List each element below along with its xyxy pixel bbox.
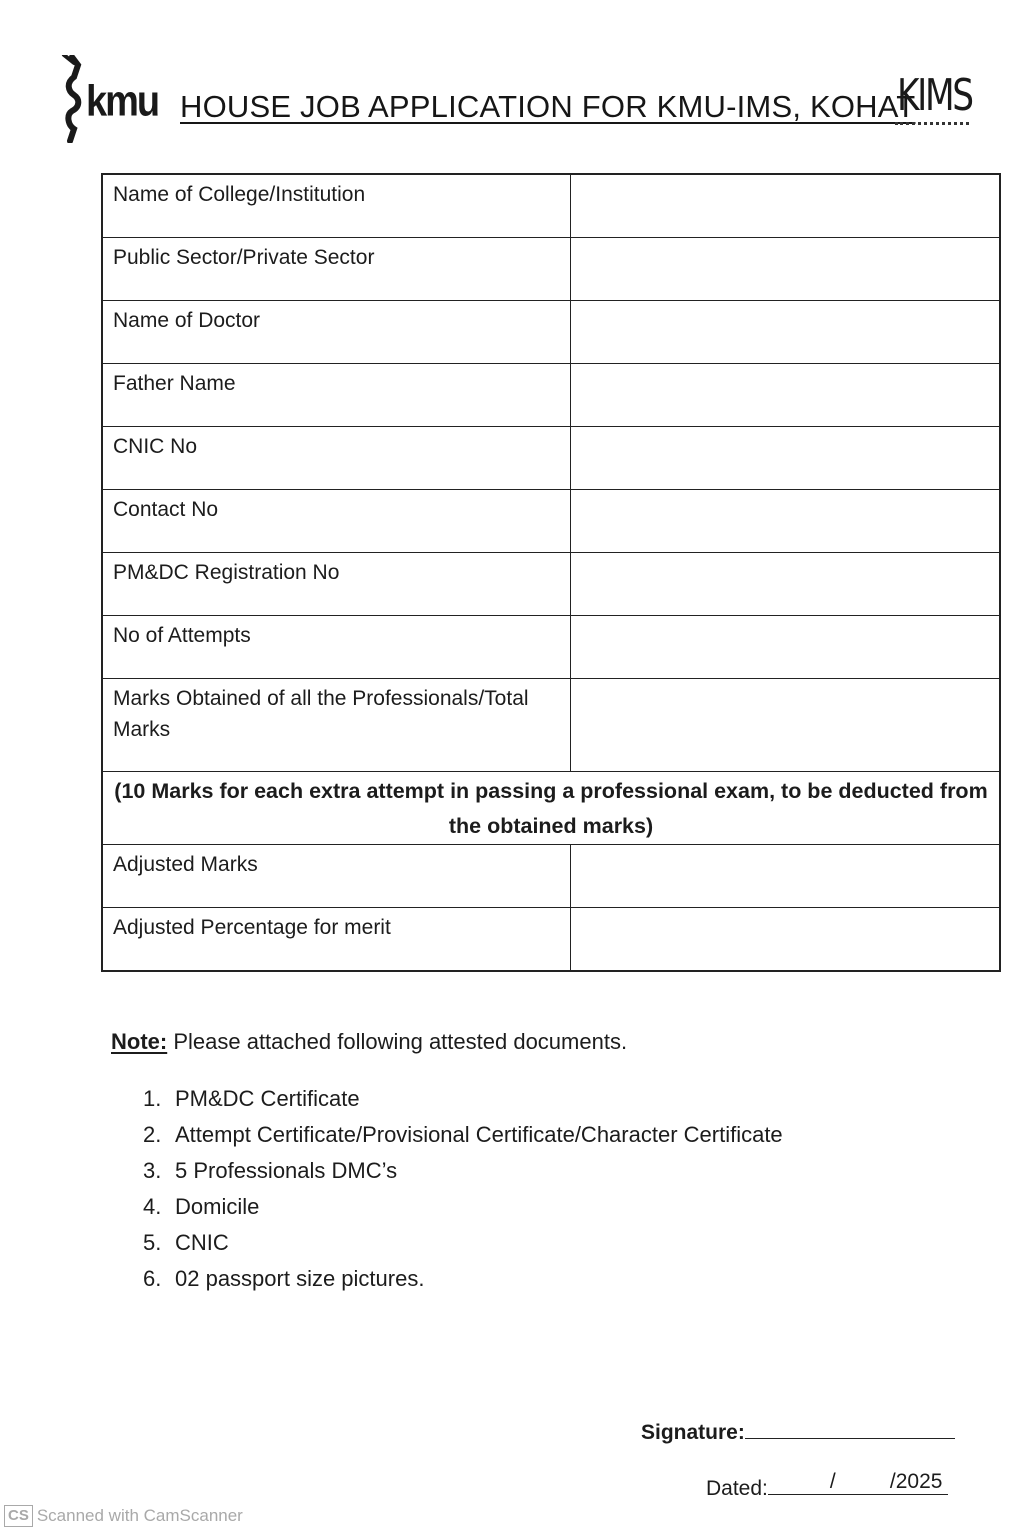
list-text: 02 passport size pictures. xyxy=(175,1266,425,1291)
date-separator: / xyxy=(829,1470,836,1493)
kmu-wordmark: kmu xyxy=(86,77,159,127)
list-item xyxy=(143,1189,783,1225)
form-row xyxy=(102,908,1000,972)
kmu-logo xyxy=(60,55,159,143)
list-text: PM&DC Certificate xyxy=(175,1086,360,1111)
field-label: No of Attempts xyxy=(102,616,570,679)
field-label: Name of College/Institution xyxy=(102,174,570,238)
form-row xyxy=(102,490,1000,553)
field-label: Contact No xyxy=(102,490,570,553)
form-row xyxy=(102,174,1000,238)
date-year: /2025 xyxy=(889,1470,943,1493)
attempts-input-cell[interactable] xyxy=(570,616,1000,679)
list-item xyxy=(143,1261,783,1297)
adjusted-marks-input-cell[interactable] xyxy=(570,845,1000,908)
contact-input-cell[interactable] xyxy=(570,490,1000,553)
adjusted-percentage-input-cell[interactable] xyxy=(570,908,1000,972)
list-item xyxy=(143,1081,783,1117)
camscanner-icon: CS xyxy=(4,1505,33,1527)
application-form-table xyxy=(101,173,1001,972)
note-text: Please attached following attested documents. xyxy=(167,1029,628,1054)
list-number: 5. xyxy=(143,1230,162,1255)
deduction-note-row xyxy=(102,772,1000,845)
field-label: Public Sector/Private Sector xyxy=(102,238,570,301)
date-field xyxy=(706,1472,948,1501)
list-item xyxy=(143,1225,783,1261)
note-label: Note: xyxy=(111,1029,168,1054)
field-label: Marks Obtained of all the Professionals/Total Marks xyxy=(102,679,570,772)
dated-label: Dated: xyxy=(706,1477,768,1500)
form-row xyxy=(102,238,1000,301)
doctor-name-input-cell[interactable] xyxy=(570,301,1000,364)
required-documents-list xyxy=(143,1081,783,1297)
signature-label: Signature: xyxy=(641,1421,745,1444)
signature-line[interactable] xyxy=(745,1418,955,1439)
signature-field xyxy=(641,1418,955,1445)
sector-input-cell[interactable] xyxy=(570,238,1000,301)
form-row xyxy=(102,364,1000,427)
list-text: CNIC xyxy=(175,1230,229,1255)
form-row xyxy=(102,679,1000,772)
list-number: 3. xyxy=(143,1158,162,1183)
field-label: CNIC No xyxy=(102,427,570,490)
list-number: 1. xyxy=(143,1086,162,1111)
form-row xyxy=(102,616,1000,679)
scanner-watermark xyxy=(4,1505,243,1527)
marks-obtained-input-cell[interactable] xyxy=(570,679,1000,772)
father-name-input-cell[interactable] xyxy=(570,364,1000,427)
field-label: Name of Doctor xyxy=(102,301,570,364)
list-number: 6. xyxy=(143,1266,162,1291)
deduction-note: (10 Marks for each extra attempt in passing a professional exam, to be deducted from the obtained marks) xyxy=(102,772,1000,845)
page-title: HOUSE JOB APPLICATION FOR KMU-IMS, KOHAT xyxy=(180,89,916,124)
list-item xyxy=(143,1117,783,1153)
date-line[interactable] xyxy=(768,1472,948,1495)
form-row xyxy=(102,553,1000,616)
list-text: Attempt Certificate/Provisional Certificate/Character Certificate xyxy=(175,1122,783,1147)
kims-logo xyxy=(893,70,973,130)
form-row xyxy=(102,301,1000,364)
cnic-input-cell[interactable] xyxy=(570,427,1000,490)
field-label: Adjusted Marks xyxy=(102,845,570,908)
college-input-cell[interactable] xyxy=(570,174,1000,238)
pmdc-registration-input-cell[interactable] xyxy=(570,553,1000,616)
field-label: Adjusted Percentage for merit xyxy=(102,908,570,972)
watermark-text: Scanned with CamScanner xyxy=(36,1506,243,1525)
form-row xyxy=(102,427,1000,490)
field-label: PM&DC Registration No xyxy=(102,553,570,616)
field-label: Father Name xyxy=(102,364,570,427)
kims-wordmark: KIMS xyxy=(897,70,972,121)
list-text: Domicile xyxy=(175,1194,260,1219)
list-item xyxy=(143,1153,783,1189)
form-row xyxy=(102,845,1000,908)
list-number: 4. xyxy=(143,1194,162,1219)
documents-note xyxy=(111,1029,627,1055)
list-number: 2. xyxy=(143,1122,162,1147)
kims-tagline-mark xyxy=(895,122,969,129)
list-text: 5 Professionals DMC’s xyxy=(175,1158,398,1183)
